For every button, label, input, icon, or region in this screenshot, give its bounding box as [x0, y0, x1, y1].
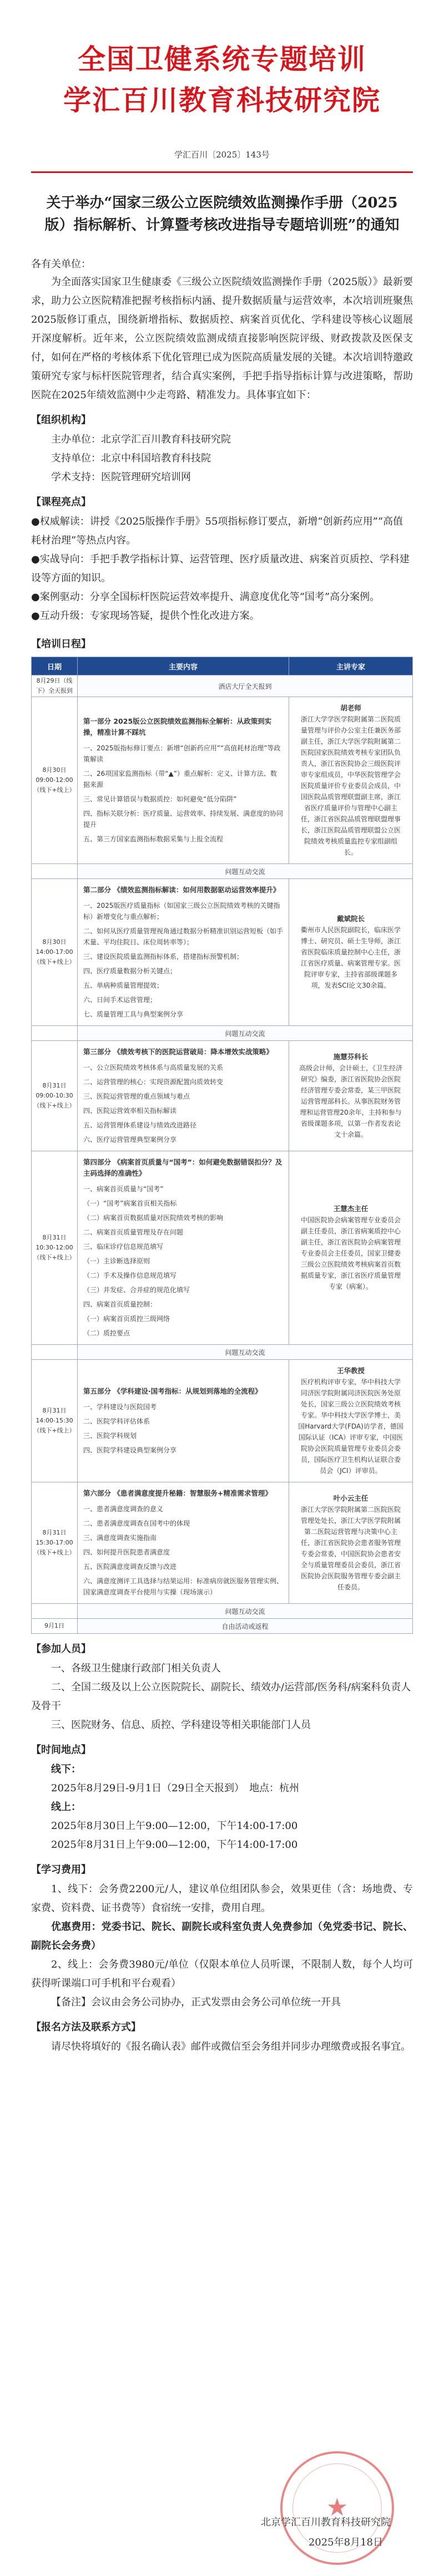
participant-item: 一、各级卫生健康行政部门相关负责人 — [51, 1663, 221, 1674]
col-speaker: 主讲专家 — [289, 657, 413, 675]
speaker-bio: 医疗机构评审专家，华中科技大学同济医学院附属同济医院医务处原处长，国家三级公立医院绩效考核专家。华中科技大学医学博士，美国Harvard大学(FDA)访学者，德国国际认证（ICA）评审专家，中国医院协会医院质量管理专业委员会委员，国际医疗卫生机构认证联合委员会（JCI）评审员。 — [298, 1378, 403, 1475]
session-point: （一）“国考”病案首页相关指标 — [83, 1200, 177, 1207]
header-line-2: 学汇百川教育科技研究院 — [63, 84, 381, 116]
session-topic — [78, 1151, 289, 1345]
speaker-name: 戴斌院长 — [336, 914, 365, 923]
session-point: （一）主诊断选择原则 — [83, 1257, 150, 1265]
session-point: 一、患者满意度调查的意义 — [83, 1505, 164, 1513]
session-row — [32, 1151, 413, 1345]
session-point: 一、病案首页质量与“国考” — [83, 1185, 164, 1193]
checkin-row — [32, 675, 413, 697]
online-time-1: 2025年8月30日上午9:00—12:00，下午14:00-17:00 — [51, 1820, 298, 1832]
qa-label: 问题互动交流 — [78, 1345, 413, 1360]
red-divider — [31, 171, 413, 173]
session-date: 8月31日 15:30-17:00（线下+线上） — [32, 1482, 78, 1604]
speaker-bio: 衢州市人民医院副院长，临床医学博士、研究员、硕士生导师，浙江省医院临床质量控制中心主任，浙江省医疗质量、病案管理专家。医院评审专家，主持省部级课题多项，发表SCI论文30余篇。 — [300, 926, 401, 989]
speaker-name: 施慧芬科长 — [333, 1053, 369, 1061]
session-title: 第四部分 《病案首页质量与“国考”：如何避免数据错误扣分？及主码选择的准确性》 — [83, 1158, 282, 1177]
qa-row — [32, 1345, 413, 1360]
session-speaker — [289, 1482, 413, 1604]
session-speaker — [289, 1360, 413, 1482]
speaker-name: 王华教授 — [336, 1366, 365, 1375]
session-point: 二、病案首页质量管理及存在问题 — [83, 1228, 184, 1236]
session-point: 五、运营管理体系建设与绩效改进路径 — [83, 1121, 197, 1129]
session-point: 四、医院学科建设典型案例分享 — [83, 1446, 177, 1454]
offline-time: 2025年8月29日-9月1日（29日全天报到） — [51, 1782, 240, 1794]
col-date: 日期 — [32, 657, 78, 675]
session-date: 8月31日 09:00-10:30（线下+线上） — [32, 1041, 78, 1151]
checkout-text: 自由活动或返程 — [78, 1619, 413, 1634]
checkin-date: 8月29日（线下）全天报到 — [32, 675, 78, 697]
highlights-heading: 【课程亮点】 — [31, 496, 91, 508]
qa-row — [32, 1026, 413, 1041]
intro-paragraph: 为全面落实国家卫生健康委《三级公立医院绩效监测操作手册（2025版）》最新要求，助力公立医院精准把握考核指标内涵、提升数据质量与运营效率，本次培训班聚焦2025版修订重点，围绕新增指标、数据质控、病案首页优化、学科建设等核心议题展开深度解析。近年来，公立医院绩效监测成绩直接影响医院评级、财政拨款及医保支付，如何在严格的考核体系下优化管理已成为医院高质量发展的关键。本次培训特邀政策研究专家与标杆医院管理者，结合真实案例，手把手指导指标计算与改进策略，帮助医院在2025年绩效监测中少走弯路、精准发力。具体事宜如下： — [31, 276, 413, 401]
session-point: 五、第三方国家监测指标数据采集与上报全流程 — [83, 835, 224, 843]
session-date: 8月30日 09:00-12:00（线下+线上） — [32, 697, 78, 864]
offline-place: 地点：杭州 — [249, 1782, 300, 1794]
session-point: 一、2025版指标修订要点：新增“创新药应用”“高值耗材治理”等政策解读 — [83, 744, 281, 763]
signature-date: 2025年8月18日 — [308, 2537, 383, 2548]
session-point: 三、满意度调查实施指南 — [83, 1534, 157, 1542]
session-point: （三）并发症、合并症的规范化填写 — [83, 1286, 190, 1294]
session-point: （二）病案首页数据质量对医院绩效考核的影响 — [83, 1214, 224, 1222]
session-row — [32, 1482, 413, 1604]
session-topic — [78, 1482, 289, 1604]
session-point: （二）质控要点 — [83, 1329, 130, 1337]
session-speaker — [289, 879, 413, 1026]
org-support: 支持单位：北京中科国培教育科技院 — [51, 453, 211, 464]
session-title: 第二部分 《绩效监测指标解读：如何用数据驱动运营效率提升》 — [83, 886, 280, 894]
session-point: 四、医院运营效率相关指标解读 — [83, 1107, 177, 1115]
session-point: 一、2025版医疗质量指标（如国家三级公立医院绩效考核的关键指标）新增变化与重点解析； — [83, 902, 280, 921]
session-speaker — [289, 1041, 413, 1151]
salutation: 各有关单位： — [31, 258, 91, 270]
speaker-name: 王慧杰主任 — [333, 1205, 369, 1213]
checkout-row — [32, 1619, 413, 1634]
signature-org: 北京学汇百川教育科技研究院 — [261, 2517, 391, 2528]
session-point: 六、医疗运营管理典型案例分享 — [83, 1136, 177, 1144]
highlight-item: ●实战导向：手把手教学指标计算、运营管理、医疗质量改进、病案首页质控、学科建设等方面的知识。 — [31, 553, 410, 584]
speaker-name: 叶小云主任 — [333, 1494, 369, 1502]
fee-offline-discount: 优惠费用：党委书记、院长、副院长或科室负责人免费参加（免党委书记、院长、副院长会务费） — [31, 1921, 413, 1952]
session-point: （二）手术及操作信息规范填写 — [83, 1272, 177, 1279]
fee-online: 2、线上：会务费3980元/单位（仅限本单位人员听课，不限制人数，每个人均可获得听课端口可手机和平台观看） — [31, 1959, 413, 1989]
schedule-heading: 【培训日程】 — [31, 638, 91, 650]
session-point: 三、常见计算错误与数据质控：如何避免“低分陷阱” — [83, 795, 237, 803]
header-line-1: 全国卫健系统专题培训 — [78, 43, 366, 75]
session-point: 一、公立医院绩效考核体系与高质量发展的关系 — [83, 1064, 224, 1071]
session-point: 二、患者满意度调查在国考中的体现 — [83, 1520, 190, 1527]
session-date: 8月31日 14:00-15:30（线下+线上） — [32, 1360, 78, 1482]
session-title: 第五部分 《学科建设·国考指标：从规划到落地的全流程》 — [83, 1387, 262, 1395]
session-date: 8月31日 10:30-12:00（线下+线上） — [32, 1151, 78, 1345]
participant-item: 二、全国二级及以上公立医院院长、副院长、绩效办/运营部/医务科/病案科负责人及骨干 — [31, 1681, 411, 1712]
participant-item: 三、医院财务、信息、质控、学科建设等相关职能部门人员 — [51, 1719, 311, 1731]
speaker-name: 胡老师 — [340, 704, 361, 712]
session-topic — [78, 697, 289, 864]
session-speaker — [289, 1151, 413, 1345]
time-place-heading: 【时间地点】 — [31, 1744, 91, 1756]
session-point: （一）病案首页质控三级网络 — [83, 1315, 170, 1323]
session-speaker — [289, 697, 413, 864]
seal-star-icon: ★ — [326, 2493, 349, 2522]
session-title: 第一部分 2025版公立医院绩效监测指标全解析：从政策到实操，精准计算不踩坑 — [83, 717, 272, 736]
session-topic — [78, 1041, 289, 1151]
session-row — [32, 697, 413, 864]
session-point: 六、日间手术运营管理； — [83, 996, 157, 1004]
speaker-bio: 浙江大学医学院附属第二医院医院管理处处长，浙江大学医学院附属第二医院运营管理与决策中心主任，浙江省医院协会患者服务管理专委会常委，中国医院协会患者安全与质量管理委员会委员，浙江省医院协会医院服务管理专委会副主任委员。 — [300, 1506, 401, 1591]
session-row — [32, 879, 413, 1026]
highlight-item: ●互动升级：专家现场答疑，提供个性化改进方案。 — [31, 610, 260, 622]
schedule-header-row — [32, 657, 413, 675]
session-row — [32, 1041, 413, 1151]
fee-note: 【备注】会议由会务公司协办，正式发票由会务公司单位统一开具 — [51, 1996, 341, 2008]
session-point: 四、医疗质量数据分析关键点； — [83, 967, 177, 975]
participants-heading: 【参加人员】 — [31, 1643, 91, 1655]
session-point: 三、建设医院质量监测指标体系，搭建指标预警机制； — [83, 953, 244, 961]
session-topic — [78, 879, 289, 1026]
org-academic: 学术支持：医院管理研究培训网 — [51, 471, 191, 483]
session-point: 一、学科建设与医院国考 — [83, 1403, 157, 1411]
session-point: 五、单病种质量管理提效； — [83, 982, 164, 989]
signup-heading: 【报名方法及联系方式】 — [31, 2021, 141, 2033]
schedule-table — [31, 657, 413, 1634]
document-number: 学汇百川〔2025〕143号 — [174, 150, 270, 160]
session-point: 七、质量管理工具与典型案例分享 — [83, 1010, 184, 1018]
org-heading: 【组织机构】 — [31, 414, 91, 426]
offline-time-place — [31, 1779, 413, 1798]
session-date: 8月30日 14:00-17:00（线下+线上） — [32, 879, 78, 1026]
fees-heading: 【学习费用】 — [31, 1864, 91, 1876]
fee-offline: 1、线下：会务费2200元/人，建议单位组团队参会，效果更佳（含：场地费、专家费、资料费、证书费等）食宿统一安排，费用自理。 — [31, 1883, 413, 1914]
signup-text: 请尽快将填好的《报名确认表》邮件或微信至会务组并同步办理缴费或报名事宜。 — [51, 2041, 411, 2052]
session-point: 三、医院学科规划 — [83, 1432, 137, 1440]
session-topic — [78, 1360, 289, 1482]
col-topic: 主要内容 — [78, 657, 289, 675]
notice-title: 关于举办“国家三级公立医院绩效监测操作手册（2025版）指标解析、计算暨考核改进指导专题培训班”的通知 — [44, 195, 400, 233]
session-title: 第六部分 《患者满意度提升秘籍：智慧服务+精准需求管理》 — [83, 1489, 272, 1497]
speaker-bio: 浙江大学学医学院附属第二医院质量管理与评价办公室主任兼医务部副主任，浙江大学医学院附属第二医院国家医院绩效考核专家团队负责人，浙江省医院协会三级医院评审专家组成员，中华医院管理学会医院质量评价专业委员会成员，中国医院品质管理联盟副主席，浙江省医疗质量评价与管理中心副主任，浙江省医院品质管理联盟理事长，浙江医院品质管理联盟公立医院绩效考核质量监控专家组副组长。 — [300, 715, 401, 856]
offline-label: 线下： — [51, 1764, 81, 1775]
session-point: 二、运营管理的核心：实现资源配置向质效转变 — [83, 1078, 224, 1086]
session-point: 二、26项国家监测指标（带“▲”）重点解析：定义、计算方法、数据来源 — [83, 770, 277, 789]
highlight-item: ●案例驱动：分享全国标杆医院运营效率提升、满意度优化等“国考”高分案例。 — [31, 591, 380, 603]
checkout-date: 9月1日 — [32, 1619, 78, 1634]
session-point: 五、医院满意度调查反馈与改进 — [83, 1563, 177, 1571]
session-point: 三、临床诊疗信息规范填写 — [83, 1243, 164, 1251]
speaker-bio: 中国医院协会病案管理专业委员会副主任委员，浙江省病案质控中心副主任，浙江省医院协会病案管理专业委员会主任委员，国家卫健委三级公立医院绩效考核病案首页数据质量专家，浙江省医疗质量管理专家（病案）。 — [300, 1216, 401, 1290]
org-host: 主办单位：北京学汇百川教育科技研究院 — [51, 434, 231, 445]
qa-label: 问题互动交流 — [78, 1604, 413, 1619]
qa-label: 问题互动交流 — [78, 864, 413, 879]
session-point: 四、指标关联分析：医疗质量、运营效率、持续发展、满意度的协同提升 — [83, 810, 284, 829]
highlight-item: ●权威解读：讲授《2025版操作手册》55项指标修订要点，新增“创新药应用”“高值耗材治理”等热点内容。 — [31, 516, 403, 546]
session-point: 二、医院学科评估体系 — [83, 1417, 150, 1425]
online-time-2: 2025年8月31日上午9:00—12:00，下午14:00-17:00 — [51, 1839, 298, 1851]
checkin-text: 酒店大厅全天报到 — [78, 675, 413, 697]
qa-row — [32, 1604, 413, 1619]
session-point: 二、如何从医疗质量管理视角通过数据分析精准识别运营短板（如手术量、平均住院日、床位周转率等）； — [83, 927, 284, 946]
qa-label: 问题互动交流 — [78, 1026, 413, 1041]
session-row — [32, 1360, 413, 1482]
session-point: 三、医院运营管理的重点领域与难点 — [83, 1093, 190, 1100]
qa-row — [32, 864, 413, 879]
session-title: 第三部分 《绩效考核下的医院运营破局：降本增效实战策略》 — [83, 1048, 273, 1056]
session-point: 四、如何提升医院患者满意度 — [83, 1548, 170, 1556]
online-label: 线上： — [51, 1801, 81, 1813]
speaker-bio: 高级会计师，会计硕士，《卫生经济研究》编委，浙江省医院协会医院经济管理专委会常委，某三甲医院运营管理部科长。从事医院财务管理和运营管理20余年，主持和参与省级课题多项，以第一作者发表论文十余篇。 — [299, 1064, 402, 1139]
session-point: 六、满意度测评工具选择与结果运用：标准病房就医服务管理实例、国家满意度调查平台使用与实操（现场演示） — [83, 1577, 284, 1596]
session-point: 四、病案首页质量控制： — [83, 1300, 157, 1308]
